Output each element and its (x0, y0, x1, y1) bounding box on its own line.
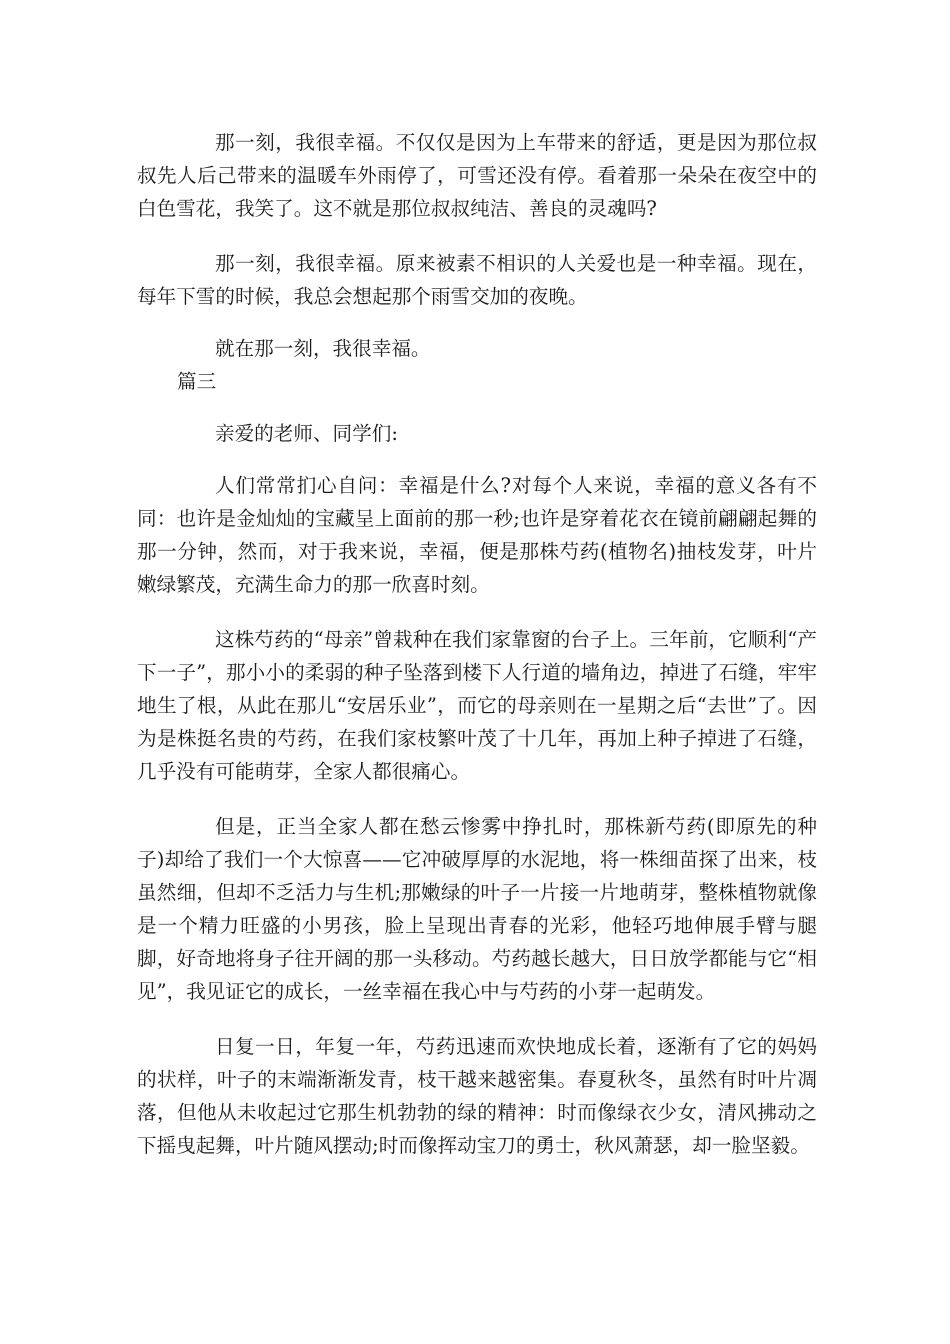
paragraph: 那一刻，我很幸福。原来被素不相识的人关爱也是一种幸福。现在，每年下雪的时候，我总会想起那个雨雪交加的夜晚。 (137, 252, 817, 308)
section-heading: 篇三 (177, 370, 217, 393)
document-body (137, 126, 817, 1162)
paragraph: 就在那一刻，我很幸福。 (215, 337, 431, 360)
paragraph: 这株芍药的“母亲”曾栽种在我们家靠窗的台子上。三年前，它顺利“产下一子”，那小小的柔弱的种子坠落到楼下人行道的墙角边，掉进了石缝，牢牢地生了根，从此在那儿“安居乐业”，而它的母亲则在一星期之后“去世”了。因为是株挺名贵的芍药，在我们家枝繁叶茂了十几年，再加上种子掉进了石缝，几乎没有可能萌芽，全家人都很痛心。 (137, 628, 817, 783)
salutation: 亲爱的老师、同学们: (215, 422, 398, 445)
paragraph: 日复一日，年复一年，芍药迅速而欢快地成长着，逐渐有了它的妈妈的状样，叶子的末端渐渐发青，枝干越来越密集。春夏秋冬，虽然有时叶片凋落，但他从未收起过它那生机勃勃的绿的精神：时而像绿衣少女，清风拂动之下摇曳起舞，叶片随风摆动;时而像挥动宝刀的勇士，秋风萧瑟，却一脸坚毅。 (137, 1035, 817, 1157)
paragraph: 人们常常扪心自问：幸福是什么?对每个人来说，幸福的意义各有不同：也许是金灿灿的宝藏呈上面前的那一秒;也许是穿着花衣在镜前翩翩起舞的那一分钟，然而，对于我来说，幸福，便是那株芍药(植物名)抽枝发芽，叶片嫩绿繁茂，充满生命力的那一欣喜时刻。 (137, 474, 817, 596)
paragraph: 但是，正当全家人都在愁云惨雾中挣扎时，那株新芍药(即原先的种子)却给了我们一个大惊喜——它冲破厚厚的水泥地，将一株细苗探了出来，枝虽然细，但却不乏活力与生机;那嫩绿的叶子一片接一片地萌芽，整株植物就像是一个精力旺盛的小男孩，脸上呈现出青春的光彩，他轻巧地伸展手臂与腿脚，好奇地将身子往开阔的那一头移动。芍药越长越大，日日放学都能与它“相见”，我见证它的成长，一丝幸福在我心中与芍药的小芽一起萌发。 (137, 815, 817, 1003)
paragraph: 那一刻，我很幸福。不仅仅是因为上车带来的舒适，更是因为那位叔叔先人后己带来的温暖车外雨停了，可雪还没有停。看着那一朵朵在夜空中的白色雪花，我笑了。这不就是那位叔叔纯洁、善良的灵魂吗? (137, 131, 817, 220)
